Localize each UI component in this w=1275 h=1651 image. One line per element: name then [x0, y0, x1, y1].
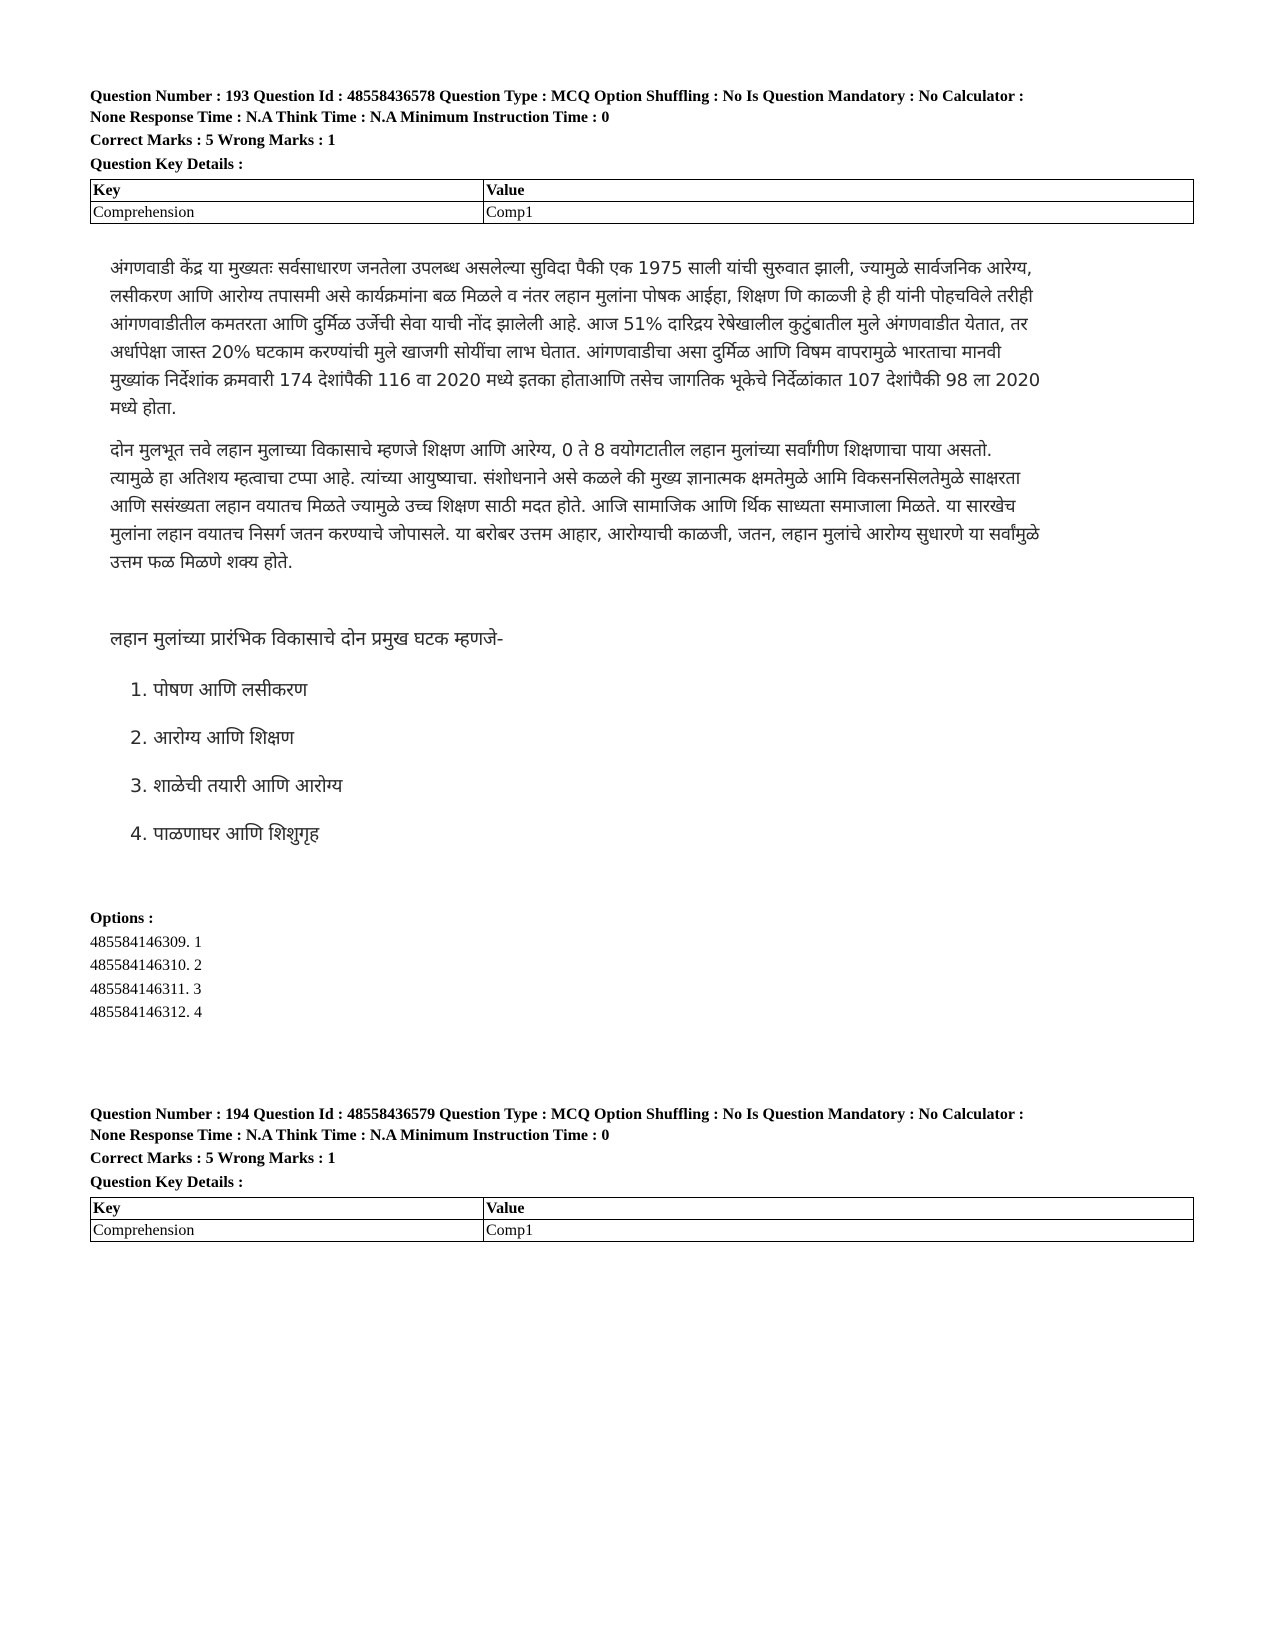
option-item-1: 485584146309. 1 — [90, 933, 202, 951]
key-table-header-key: Key — [91, 1198, 484, 1220]
key-table-cell-value: Comp1 — [484, 202, 1194, 224]
answer-choice-3: 3. शाळेची तयारी आणि आरोग्य — [130, 775, 343, 797]
table-row — [91, 202, 1194, 224]
answer-choice-2: 2. आरोग्य आणि शिक्षण — [130, 727, 294, 749]
key-table-cell-value: Comp1 — [484, 1220, 1194, 1242]
table-row — [91, 1220, 1194, 1242]
question-194-marks: Correct Marks : 5 Wrong Marks : 1 — [90, 1150, 336, 1167]
question-stem: लहान मुलांच्या प्रारंभिक विकासाचे दोन प्रमुख घटक म्हणजे- — [110, 628, 504, 650]
option-item-2: 485584146310. 2 — [90, 957, 202, 974]
key-table-cell-key: Comprehension — [91, 202, 484, 224]
comprehension-passage-image — [110, 255, 1040, 859]
question-194-key-details-label: Question Key Details : — [90, 1174, 244, 1191]
question-194-meta-line2: None Response Time : N.A Think Time : N.A Minimum Instruction Time : 0 — [90, 1127, 610, 1144]
key-table-header-key: Key — [91, 180, 484, 202]
question-194-meta-line1: Question Number : 194 Question Id : 48558436579 Question Type : MCQ Option Shuffling : No Is Question Mandatory : No Calculator : — [90, 1106, 1024, 1123]
key-table-header-value: Value — [484, 180, 1194, 202]
key-table-header-value: Value — [484, 1198, 1194, 1220]
question-193-key-details-label: Question Key Details : — [90, 156, 244, 173]
option-item-3: 485584146311. 3 — [90, 980, 202, 998]
key-table-header-row — [91, 180, 1194, 202]
answer-choice-4: 4. पाळणाघर आणि शिशुगृह — [130, 823, 319, 845]
option-item-4: 485584146312. 4 — [90, 1004, 202, 1021]
question-194-meta — [90, 1104, 1195, 1146]
passage-paragraph-1: अंगणवाडी केंद्र या मुख्यतः सर्वसाधारण जनतेला उपलब्ध असलेल्या सुविदा पैकी एक 1975 साली यांची सुरुवात झाली, ज्यामुळे सार्वजनिक आरेग्य, लसीकरण आणि आरोग्य तपासमी असे कार्यक्रमांना बळ मिळले व नंतर लहान मुलांना पोषक आईहा, शिक्षण णि काळ्जी हे ही यांनी पोहचविले तरीही आंगणवाडीतील कमतरता आणि दुर्मिळ उर्जेची सेवा याची नोंद झालेली आहे. आज 51% दारिद्रय रेषेखालील कुटुंबातील मुले अंगणवाडीत येतात, तर अर्धापेक्षा जास्त 20% घटकाम करण्यांची मुले खाजगी सोयींचा लाभ घेतात. आंगणवाडीचा असा दुर्मिळ आणि विषम वापरामुळे भारताचा मानवी मुख्यांक निर्देशांक क्रमवारी 174 देशांपैकी 116 वा 2020 मध्ये इतका होताआणि तसेच जागतिक भूकेचे निर्देळांकात 107 देशांपैकी 98 ला 2020 मध्ये होता. — [110, 258, 1040, 419]
question-193-block — [90, 86, 1195, 224]
question-193-key-table — [90, 179, 1194, 224]
question-193-options — [90, 907, 202, 1025]
options-label: Options : — [90, 910, 154, 927]
question-193-meta-line1: Question Number : 193 Question Id : 48558436578 Question Type : MCQ Option Shuffling : No Is Question Mandatory : No Calculator : — [90, 88, 1024, 105]
question-193-marks: Correct Marks : 5 Wrong Marks : 1 — [90, 132, 336, 149]
answer-choice-1: 1. पोषण आणि लसीकरण — [130, 679, 308, 701]
answer-choice-list — [110, 667, 1040, 859]
question-194-key-table — [90, 1197, 1194, 1242]
key-table-header-row — [91, 1198, 1194, 1220]
key-table-cell-key: Comprehension — [91, 1220, 484, 1242]
question-194-block — [90, 1104, 1195, 1242]
question-193-meta — [90, 86, 1195, 128]
question-193-meta-line2: None Response Time : N.A Think Time : N.A Minimum Instruction Time : 0 — [90, 109, 610, 126]
passage-paragraph-2: दोन मुलभूत त्तवे लहान मुलाच्या विकासाचे म्हणजे शिक्षण आणि आरेग्य, 0 ते 8 वयोगटातील लहान मुलांच्या सर्वांगीण शिक्षणाचा पाया असतो. त्यामुळे हा अतिशय म्हत्वाचा टप्पा आहे. त्यांच्या आयुष्याचा. संशोधनाने असे कळले की मुख्य ज्ञानात्मक क्षमतेमुळे आमि विकसनसिलतेमुळे साक्षरता आणि ससंख्यता लहान वयातच मिळते ज्यामुळे उच्च शिक्षण साठी मदत होते. आजि सामाजिक आणि र्थिक साध्यता समाजाला मिळते. या सारखेच मुलांना लहान वयातच निसर्ग जतन करण्याचे जोपासले. या बरोबर उत्तम आहार, आरोग्याची काळजी, जतन, लहान मुलांचे आरोग्य सुधारणे या सर्वांमुळे उत्तम फळ मिळणे शक्य होते. — [110, 440, 1040, 573]
